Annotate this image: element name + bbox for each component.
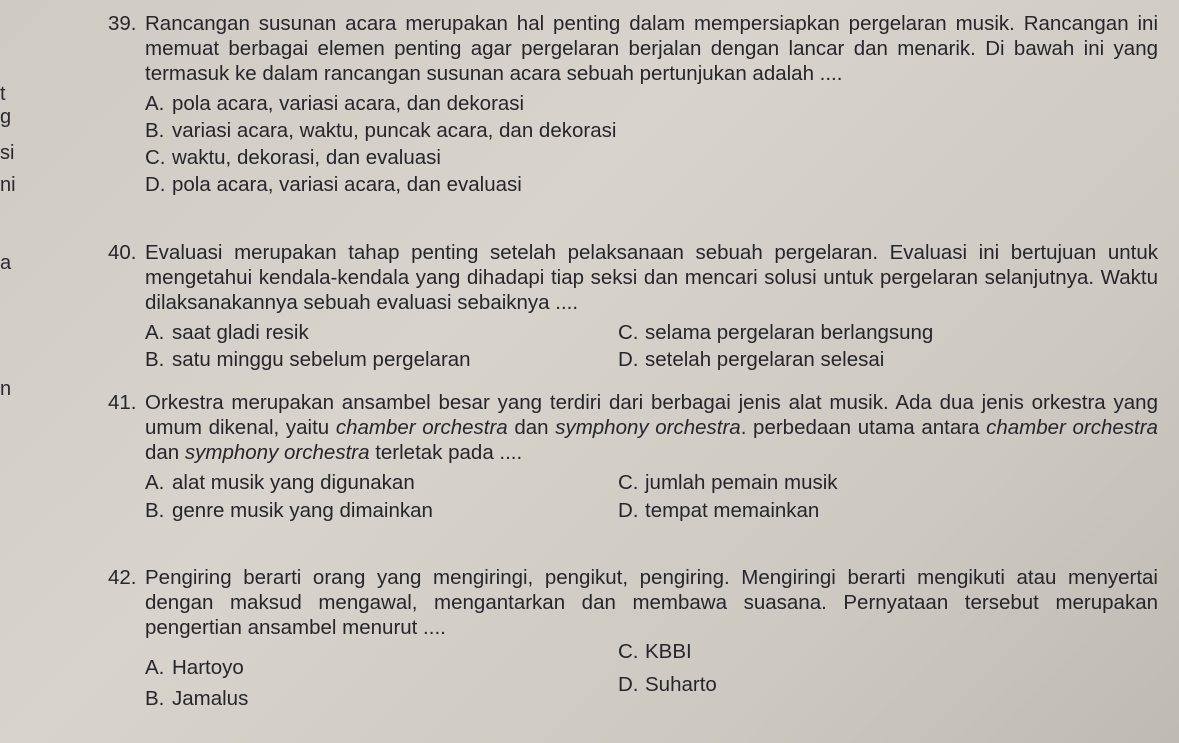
option-text: satu minggu sebelum pergelaran (172, 348, 471, 371)
answer-options (145, 470, 1158, 525)
option-letter: C. (145, 146, 166, 169)
option-text: variasi acara, waktu, puncak acara, dan dekorasi (172, 119, 617, 142)
margin-fragment: si (0, 142, 15, 164)
margin-fragment: t (0, 83, 6, 105)
question-text: Evaluasi merupakan tahap penting setelah pelaksanaan sebuah pergelaran. Evaluasi ini bertujuan untuk mengetahui kendala-kendala yang dihadapi tiap seksi dan mencari solusi untuk pergelaran selanjutnya. Waktu dilaksanakannya sebuah evaluasi sebaiknya .... (145, 241, 1158, 314)
option-text: Suharto (645, 673, 717, 696)
term-italic: chamber orchestra (986, 416, 1158, 439)
answer-options (145, 91, 1158, 199)
margin-fragment: n (0, 378, 12, 400)
term-italic: chamber orchestra (335, 416, 508, 439)
question-number: 41. (108, 391, 137, 414)
option-letter: D. (618, 499, 639, 522)
option-a[interactable] (145, 470, 415, 495)
option-letter: D. (145, 173, 166, 196)
option-letter: A. (145, 321, 165, 344)
option-text: KBBI (645, 640, 692, 663)
option-text: selama pergelaran berlangsung (645, 321, 934, 344)
option-text: Hartoyo (172, 656, 244, 679)
question-number: 42. (108, 566, 137, 589)
option-d[interactable] (618, 498, 819, 523)
option-b[interactable] (145, 498, 433, 523)
margin-fragment: ni (0, 174, 16, 196)
option-c[interactable] (618, 470, 838, 495)
option-d[interactable] (618, 672, 717, 697)
option-d[interactable] (145, 172, 522, 197)
answer-options (145, 640, 1158, 710)
question-text: Pengiring berarti orang yang mengiringi, pengikut, pengiring. Mengiringi berarti mengikuti atau menyertai dengan maksud mengawal, mengantarkan dan membawa suasana. Pernyataan tersebut merupakan pengertian ansambel menurut .... (145, 566, 1158, 639)
option-letter: A. (145, 656, 165, 679)
option-text: Jamalus (172, 687, 249, 710)
answer-options (145, 320, 1158, 375)
question-text: Rancangan susunan acara merupakan hal penting dalam mempersiapkan pergelaran musik. Rancangan ini memuat berbagai elemen penting agar pergelaran berjalan dengan lancar dan menarik. Di bawah ini yang termasuk ke dalam rancangan susunan acara sebuah pertunjukan adalah .... (145, 12, 1158, 85)
option-text: genre musik yang dimainkan (172, 499, 433, 522)
option-letter: C. (618, 471, 639, 494)
question-41 (108, 390, 1158, 525)
option-text: setelah pergelaran selesai (645, 348, 885, 371)
option-b[interactable] (145, 118, 616, 143)
option-a[interactable] (145, 91, 524, 116)
option-c[interactable] (145, 145, 441, 170)
option-text: waktu, dekorasi, dan evaluasi (172, 146, 441, 169)
option-letter: D. (618, 348, 639, 371)
option-letter: C. (618, 640, 639, 663)
term-italic: symphony orchestra (555, 416, 741, 439)
option-text: jumlah pemain musik (645, 471, 838, 494)
option-letter: B. (145, 687, 165, 710)
option-text: pola acara, variasi acara, dan evaluasi (172, 173, 522, 196)
option-letter: A. (145, 92, 165, 115)
option-letter: C. (618, 321, 639, 344)
option-letter: B. (145, 499, 165, 522)
option-c[interactable] (618, 639, 692, 664)
option-letter: B. (145, 348, 165, 371)
option-d[interactable] (618, 347, 884, 372)
question-text-part: dan (507, 416, 556, 439)
margin-fragment: a (0, 252, 12, 274)
option-letter: A. (145, 471, 165, 494)
option-text: saat gladi resik (172, 321, 309, 344)
option-letter: B. (145, 119, 165, 142)
question-text-part: Orkestra merupakan ansambel besar yang terdiri dari berbagai jenis alat musik. Ada dua jenis orkestra yang umum dikenal, yaitu (145, 391, 1158, 439)
option-text: pola acara, variasi acara, dan dekorasi (172, 92, 525, 115)
option-c[interactable] (618, 320, 933, 345)
question-text-part: terletak pada .... (369, 441, 523, 464)
option-a[interactable] (145, 320, 309, 345)
question-39 (108, 11, 1158, 199)
margin-fragment: g (0, 106, 12, 128)
question-number: 39. (108, 12, 137, 35)
option-text: alat musik yang digunakan (172, 471, 415, 494)
option-a[interactable] (145, 655, 244, 680)
term-italic: symphony orchestra (184, 441, 370, 464)
question-text (145, 390, 1158, 465)
option-b[interactable] (145, 347, 471, 372)
question-40 (108, 240, 1158, 375)
question-42 (108, 565, 1158, 710)
option-b[interactable] (145, 686, 248, 711)
question-text-part: . perbedaan utama antara (740, 416, 987, 439)
question-text-part: dan (145, 441, 185, 464)
question-number: 40. (108, 241, 137, 264)
option-letter: D. (618, 673, 639, 696)
option-text: tempat memainkan (645, 499, 820, 522)
